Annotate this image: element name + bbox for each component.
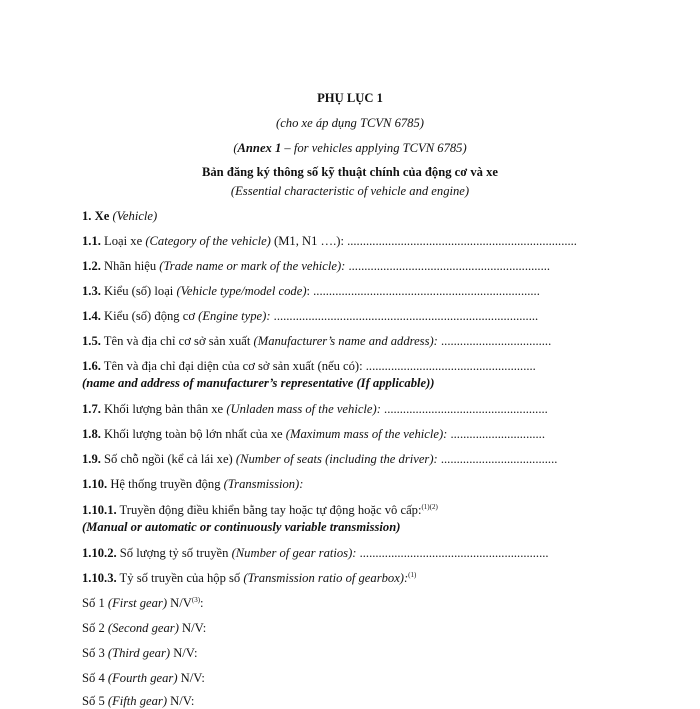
section-transmission: 1.10. Hệ thống truyền động (Transmission): [82,477,304,491]
gear-row-4: Số 4 (Fourth gear) N/V: [82,671,205,685]
gear-row-5: Số 5 (Fifth gear) N/V: [82,694,195,708]
gear-row-3: Số 3 (Third gear) N/V: [82,646,198,660]
field-engine-type: 1.4. Kiểu (số) động cơ (Engine type): .................................................................................... [82,309,539,323]
field-trade-name: 1.2. Nhãn hiệu (Trade name or mark of the vehicle): ................................................................ [82,259,551,273]
field-vehicle-type: 1.3. Kiểu (số) loại (Vehicle type/model code): ........................................................................ [82,284,540,298]
field-gearbox-ratios: 1.10.3. Tỷ số truyền của hộp số (Transmission ratio of gearbox):$^{(1)}$ [82,571,417,585]
field-category: 1.1. Loại xe (Category of the vehicle) (M1, N1 ….): ......................................................................... [82,234,577,248]
gear-row-1: Số 1 (First gear) $N/V^{(3)}$: [82,596,204,610]
field-transmission-kind-english: (Manual or automatic or continuously variable transmission) [82,520,401,534]
section-vehicle: 1. Xe (Vehicle) [82,209,158,223]
field-manufacturer: 1.5. Tên và địa chỉ cơ sở sản xuất (Manufacturer’s name and address): ................................... [82,334,552,348]
field-unladen-mass: 1.7. Khối lượng bản thân xe (Unladen mass of the vehicle): .................................................... [82,402,548,416]
field-maximum-mass: 1.8. Khối lượng toàn bộ lớn nhất của xe (Maximum mass of the vehicle): .............................. [82,427,545,441]
field-representative-english: (name and address of manufacturer’s representative (If applicable)) [82,376,435,390]
field-representative: 1.6. Tên và địa chỉ đại diện của cơ sở sản xuất (nếu có): ...................................................... [82,359,536,373]
field-transmission-kind: 1.10.1. Truyền động điều khiển bằng tay hoặc tự động hoặc vô cấp:$^{(1)(2)}$ [82,503,438,517]
field-number-of-seats: 1.9. Số chỗ ngồi (kể cả lái xe) (Number of seats (including the driver): ..................................... [82,452,558,466]
annex-english-subtitle: (Annex 1 – for vehicles applying TCVN 6785) [233,141,467,155]
gear-row-2: Số 2 (Second gear) N/V: [82,621,207,635]
annex-subtitle: (cho xe áp dụng TCVN 6785) [276,116,424,130]
form-title-english: (Essential characteristic of vehicle and engine) [230,184,470,198]
form-title: Bản đăng ký thông số kỹ thuật chính của động cơ và xe [201,165,498,179]
annex-title: PHỤ LỤC 1 [317,91,383,105]
field-gear-ratio-count: 1.10.2. Số lượng tỷ số truyền (Number of gear ratios): ............................................................ [82,546,549,560]
